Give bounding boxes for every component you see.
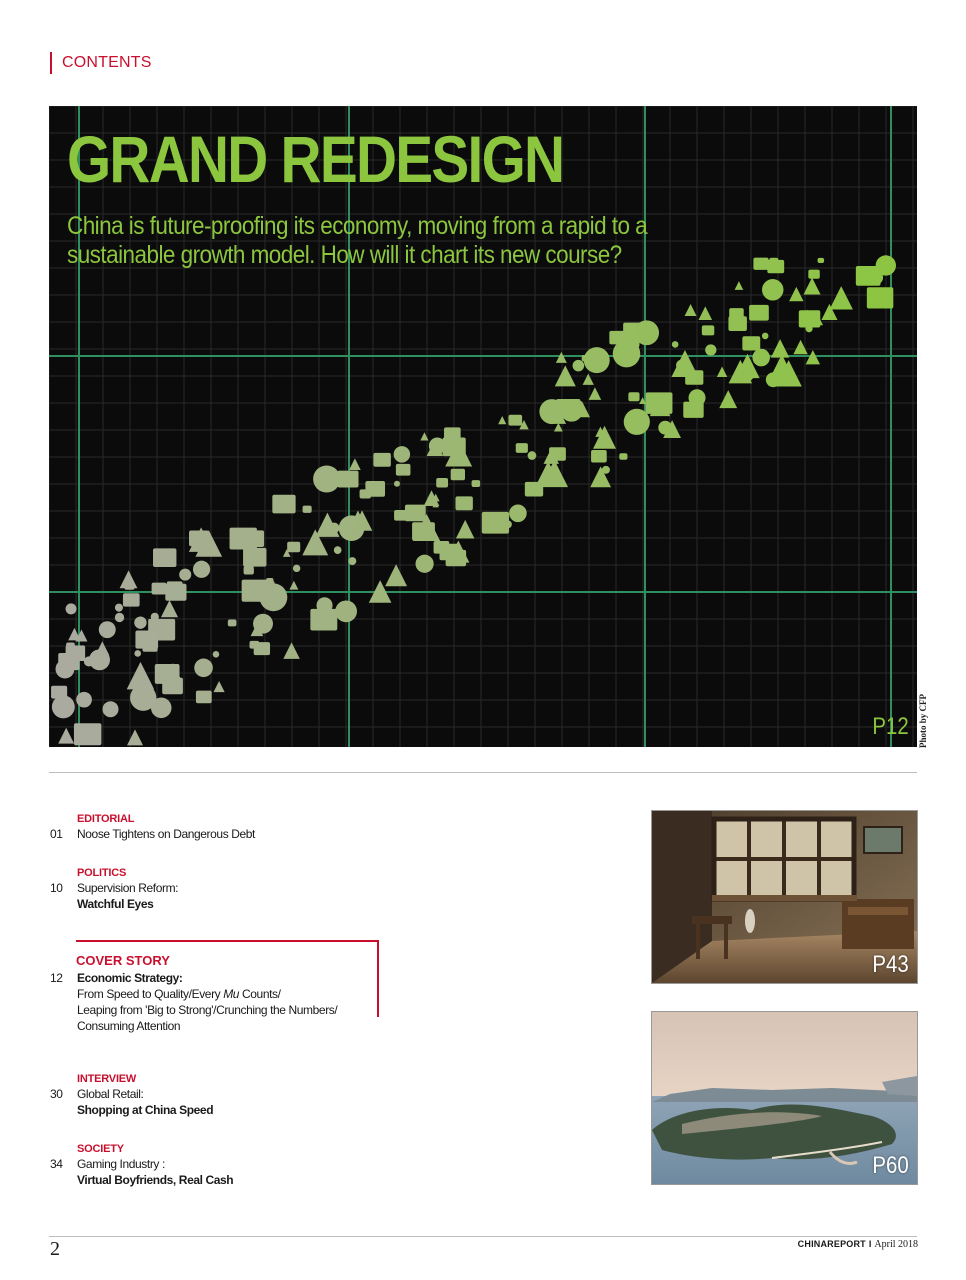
cover-icon-shape	[516, 443, 528, 453]
cover-icon-shape	[52, 695, 75, 718]
cover-icon-shape	[283, 642, 300, 659]
cover-icon-shape	[830, 286, 853, 309]
cover-icon-shape	[124, 582, 134, 590]
cover-icon-shape	[444, 443, 455, 454]
cover-icon-shape	[153, 548, 176, 567]
thumbnail-island-photo[interactable]	[651, 1011, 918, 1185]
cover-headline: GRAND REDESIGN	[67, 122, 564, 196]
cover-page-ref[interactable]: P12	[872, 713, 909, 740]
cover-icon-shape	[742, 336, 760, 350]
cover-icon-shape	[161, 600, 178, 617]
cover-icon-shape	[230, 528, 257, 550]
cover-icon-shape	[244, 566, 254, 574]
page-number: 12	[50, 971, 63, 985]
cover-icon-shape	[771, 339, 790, 358]
cover-icon-shape	[293, 565, 300, 572]
cover-icon-shape	[472, 480, 481, 487]
cover-icon-shape	[583, 374, 594, 385]
cover-icon-shape	[728, 316, 746, 331]
article-title[interactable]: Watchful Eyes	[77, 897, 154, 911]
cover-icon-shape	[455, 496, 472, 510]
cover-icon-shape	[685, 304, 697, 316]
cover-icon-shape	[196, 691, 212, 704]
cover-icon-shape	[593, 426, 616, 449]
cover-icon-shape	[385, 564, 407, 586]
cover-icon-shape	[243, 548, 266, 567]
cover-icon-shape	[584, 347, 610, 373]
divider-rule	[49, 772, 917, 773]
cover-icon-shape	[528, 451, 537, 460]
cover-icon-shape	[804, 278, 821, 295]
cover-icon-shape	[482, 512, 509, 534]
cover-icon-shape	[806, 350, 820, 364]
magazine-name: CHINAREPORT	[797, 1239, 866, 1249]
masthead-separator: I	[868, 1239, 872, 1249]
section-label: EDITORIAL	[77, 813, 135, 825]
cover-icon-shape	[287, 542, 300, 552]
cover-icon-shape	[698, 306, 712, 320]
cover-icon-shape	[134, 616, 146, 628]
magazine-masthead	[798, 1239, 918, 1250]
section-label: SOCIETY	[77, 1143, 124, 1155]
cover-icon-shape	[762, 333, 769, 340]
cover-icon-shape	[646, 392, 673, 414]
cover-icon-shape	[310, 609, 337, 631]
cover-icon-shape	[214, 681, 225, 692]
cover-icon-shape	[683, 402, 703, 418]
cover-icon-shape	[752, 349, 770, 367]
cover-icon-shape	[628, 392, 639, 401]
cover-icon-shape	[58, 728, 74, 744]
cover-icon-shape	[303, 506, 312, 513]
cover-icon-shape	[556, 352, 567, 363]
cover-icon-shape	[702, 325, 714, 335]
cover-icon-shape	[412, 522, 435, 540]
page-number: 01	[50, 827, 63, 841]
toc-politics[interactable]	[50, 866, 370, 912]
cover-icon-shape	[102, 701, 118, 717]
cover-icon-shape	[66, 603, 77, 614]
article-subtitles-line-3[interactable]: Consuming Attention	[77, 1019, 181, 1033]
cover-artwork	[49, 106, 917, 747]
cover-icon-shape	[373, 453, 390, 467]
article-subtitles-line-1[interactable]: From Speed to Quality/Every Mu Counts/	[77, 987, 281, 1001]
toc-interview[interactable]	[50, 1072, 370, 1118]
cover-icon-shape	[539, 399, 564, 424]
cover-icon-shape	[749, 305, 769, 321]
issue-date: April 2018	[874, 1239, 918, 1250]
cover-icon-shape	[394, 481, 400, 487]
cover-icon-shape	[58, 653, 79, 670]
cover-icon-shape	[337, 471, 358, 488]
cover-icon-shape	[127, 729, 143, 745]
cover-icon-shape	[416, 555, 434, 573]
toc-cover-story[interactable]	[50, 970, 370, 1034]
toc-editorial[interactable]	[50, 812, 370, 842]
cover-icon-shape	[66, 642, 75, 649]
cover-icon-shape	[451, 469, 465, 480]
cover-icon-shape	[99, 621, 116, 638]
cover-icon-shape	[808, 270, 819, 279]
cover-icon-shape	[394, 446, 411, 463]
cover-illustration[interactable]	[49, 106, 917, 747]
page-number: 34	[50, 1157, 63, 1171]
section-label: POLITICS	[77, 867, 127, 879]
cover-icon-shape	[789, 287, 803, 301]
cover-icon-shape	[672, 341, 679, 348]
thumbnail-page-ref[interactable]: P60	[872, 1152, 909, 1179]
cover-icon-shape	[396, 464, 411, 476]
cover-icon-shape	[365, 481, 385, 497]
article-title[interactable]: Virtual Boyfriends, Real Cash	[77, 1173, 234, 1187]
cover-icon-shape	[213, 651, 220, 658]
article-kicker[interactable]: Gaming Industry :	[77, 1157, 165, 1171]
cover-icon-shape	[719, 390, 737, 408]
cover-icon-shape	[349, 458, 361, 470]
cover-icon-shape	[260, 583, 288, 611]
cover-icon-shape	[589, 387, 602, 400]
cover-icon-shape	[313, 465, 340, 492]
cover-icon-shape	[856, 266, 881, 286]
cover-icon-shape	[130, 685, 156, 711]
cover-icon-shape	[591, 450, 607, 463]
cover-icon-shape	[573, 360, 585, 372]
cover-icon-shape	[272, 495, 295, 514]
cover-icon-shape	[115, 613, 124, 622]
cover-icon-shape	[624, 409, 650, 435]
cover-icon-shape	[179, 569, 191, 581]
cover-icon-shape	[769, 258, 778, 265]
cover-icon-shape	[135, 630, 158, 648]
cover-icon-shape	[134, 650, 141, 657]
cover-icon-shape	[456, 520, 475, 539]
cover-icon-shape	[705, 344, 716, 355]
article-subtitles-line-2[interactable]: Leaping from 'Big to Strong'/Crunching the Numbers/	[77, 1003, 338, 1017]
cover-icon-shape	[799, 310, 820, 327]
cover-icon-shape	[440, 544, 460, 560]
cover-icon-shape	[193, 561, 210, 578]
cover-icon-shape	[717, 367, 727, 377]
cover-icon-shape	[753, 258, 768, 270]
cover-icon-shape	[115, 604, 123, 612]
cover-icon-shape	[613, 340, 641, 368]
cover-icon-shape	[619, 453, 627, 460]
cover-icon-shape	[509, 415, 523, 426]
cover-icon-shape	[793, 340, 807, 354]
thumbnail-interior-photo[interactable]	[651, 810, 918, 984]
cover-icon-shape	[228, 619, 237, 626]
article-title[interactable]: Economic Strategy:	[77, 971, 183, 985]
cover-icon-shape	[634, 320, 659, 345]
cover-icon-shape	[867, 287, 893, 308]
cover-icon-shape	[152, 583, 167, 595]
thumbnail-page-ref[interactable]: P43	[872, 951, 909, 978]
cover-icon-shape	[162, 678, 183, 695]
cover-icon-shape	[671, 350, 698, 377]
cover-icon-shape	[408, 509, 419, 518]
cover-icon-shape	[76, 692, 92, 708]
cover-icon-shape	[335, 600, 357, 622]
page-number: 30	[50, 1087, 63, 1101]
cover-icon-shape	[735, 281, 744, 290]
cover-icon-shape	[249, 641, 259, 649]
cover-icon-shape	[436, 478, 448, 487]
toc-society[interactable]	[50, 1142, 370, 1188]
cover-icon-shape	[253, 614, 273, 634]
cover-icon-shape	[602, 466, 610, 474]
section-label-cover-story: COVER STORY	[76, 953, 170, 968]
cover-subtitle: China is future-proofing its economy, moving from a rapid to a sustainable growth model. How will it chart its new course?	[67, 212, 648, 269]
cover-icon-shape	[334, 546, 342, 554]
cover-icon-shape	[289, 581, 298, 590]
cover-icon-shape	[151, 613, 159, 621]
article-kicker[interactable]: Global Retail:	[77, 1087, 144, 1101]
contents-tag: CONTENTS	[50, 52, 152, 74]
cover-icon-shape	[762, 279, 783, 300]
section-label: INTERVIEW	[77, 1073, 137, 1085]
cover-icon-shape	[194, 658, 213, 677]
page-number: 10	[50, 881, 63, 895]
footer-rule	[49, 1236, 917, 1237]
cover-icon-shape	[818, 258, 825, 263]
article-kicker[interactable]: Supervision Reform:	[77, 881, 179, 895]
cover-icon-shape	[394, 510, 407, 521]
photo-credit: Photo by CFP	[918, 694, 928, 748]
cover-icon-shape	[509, 504, 527, 522]
cover-icon-shape	[498, 416, 506, 424]
page-folio: 2	[50, 1238, 60, 1260]
cover-icon-shape	[96, 641, 110, 655]
article-title[interactable]: Shopping at China Speed	[77, 1103, 214, 1117]
cover-icon-shape	[554, 423, 563, 432]
cover-icon-shape	[348, 557, 356, 565]
cover-icon-shape	[84, 656, 94, 666]
cover-icon-shape	[124, 595, 133, 602]
cover-icon-shape	[74, 723, 101, 745]
cover-icon-shape	[165, 584, 186, 601]
article-title[interactable]: Noose Tightens on Dangerous Debt	[77, 827, 255, 841]
